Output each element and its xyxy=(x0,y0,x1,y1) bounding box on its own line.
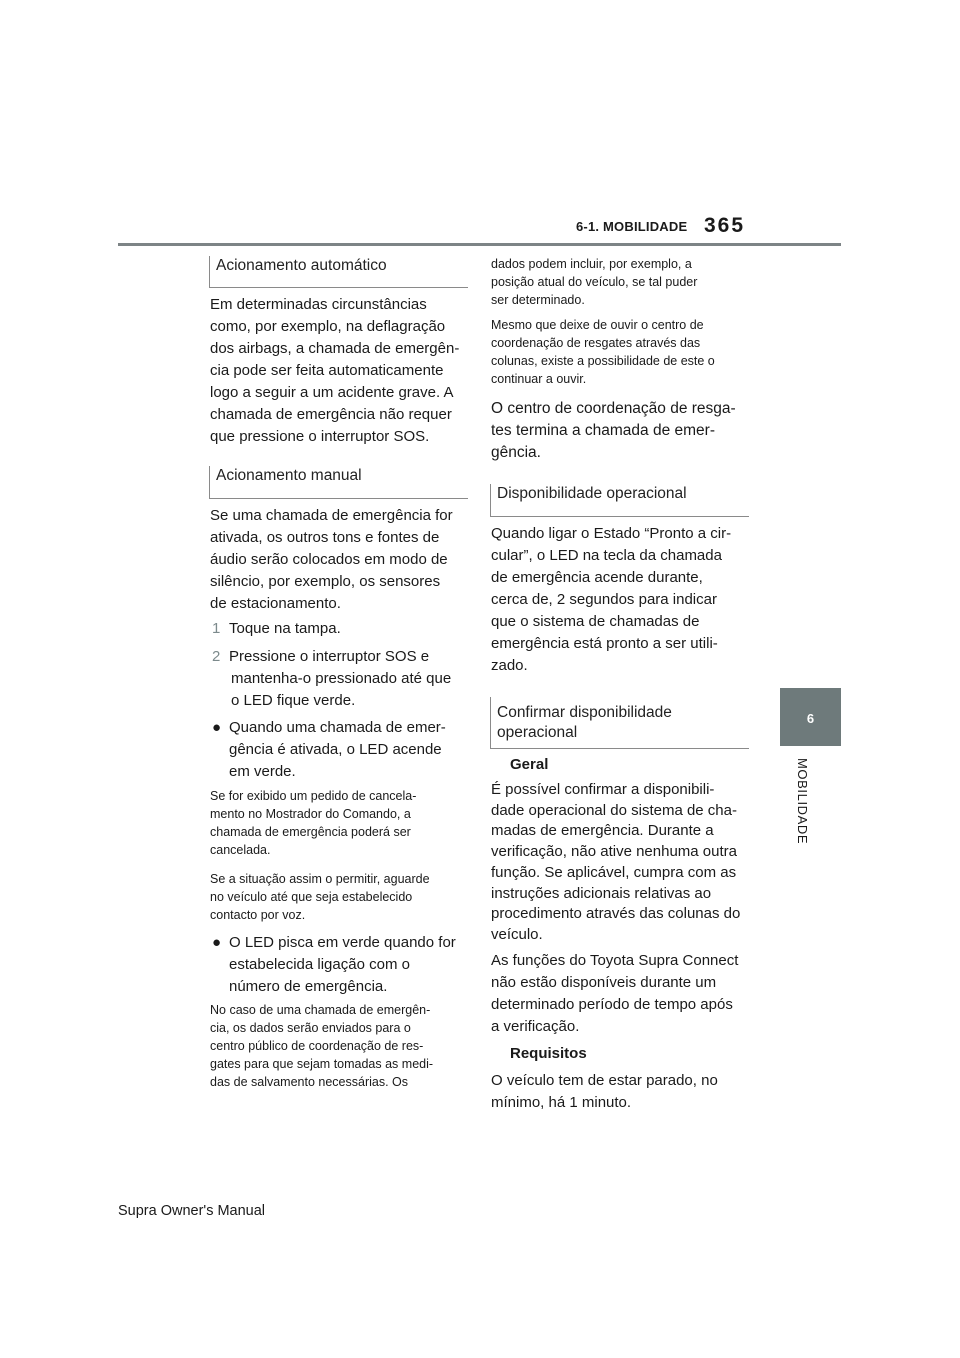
paragraph-general: É possível confirmar a disponibili- dade operacional do sistema de cha- madas de emergência. Durante a verificação, não ative nenhuma outra função. Se aplicável, cumpra com as instruções adicionais relativas ao procedimento através das colunas do veículo. xyxy=(491,781,741,943)
bullet-led-green: ● Quando uma chamada de emer- gência é ativada, o LED acende em verde. xyxy=(212,719,446,780)
subheading-general: Geral xyxy=(510,756,549,773)
heading-confirm: Confirmar disponibilidade operacional xyxy=(490,697,749,749)
bullet-icon: ● xyxy=(212,719,222,736)
subheading-requirements: Requisitos xyxy=(510,1045,587,1062)
heading-availability: Disponibilidade operacional xyxy=(490,484,749,517)
note-wait: Se a situação assim o permitir, aguarde no veículo até que seja estabelecido contacto por voz. xyxy=(210,872,430,922)
section-title: 6-1. MOBILIDADE xyxy=(576,219,688,234)
footer-manual-title: Supra Owner's Manual xyxy=(118,1203,266,1219)
heading-manual: Acionamento manual xyxy=(209,466,468,499)
chapter-label: MOBILIDADE xyxy=(795,758,810,845)
note-speakers: Mesmo que deixe de ouvir o centro de coordenação de resgates através das colunas, existe a possibilidade de este o continuar a ouvir. xyxy=(491,318,715,386)
step-1-number: 1 xyxy=(212,620,221,637)
step-1: 1 Toque na tampa. xyxy=(212,618,341,640)
header-rule xyxy=(118,243,841,246)
bullet-led-blink: ● O LED pisca em verde quando for estabelecida ligação com o número de emergência. xyxy=(212,934,456,995)
paragraph-availability: Quando ligar o Estado “Pronto a cir- cular”, o LED na tecla da chamada de emergência acende durante, cerca de, 2 segundos para indicar que o sistema de chamadas de emergência está pronto a ser utili- zado. xyxy=(491,525,732,674)
chapter-number: 6 xyxy=(806,711,815,726)
page-number: 365 xyxy=(704,214,746,237)
paragraph-requirements: O veículo tem de estar parado, no mínimo, há 1 minuto. xyxy=(491,1072,718,1111)
note-cancel: Se for exibido um pedido de cancela- mento no Mostrador do Comando, a chamada de emergência poderá ser cancelada. xyxy=(210,789,417,857)
paragraph-connect: As funções do Toyota Supra Connect não estão disponíveis durante um determinado período de tempo após a verificação. xyxy=(491,952,739,1035)
paragraph-automatic: Em determinadas circunstâncias como, por exemplo, na deflagração dos airbags, a chamada de emergên- cia pode ser feita automaticamente logo a seguir a um acidente grave. A chamada de emergência não requer que pressione o interruptor SOS. xyxy=(210,296,460,445)
note-data-cont: dados podem incluir, por exemplo, a posição atual do veículo, se tal puder ser determinado. xyxy=(491,257,698,307)
step-2: 2 Pressione o interruptor SOS e mantenha-o pressionado até que o LED fique verde. xyxy=(212,648,452,709)
paragraph-manual: Se uma chamada de emergência for ativada, os outros tons e fontes de áudio serão colocados em modo de silêncio, por exemplo, os sensores de estacionamento. xyxy=(210,507,453,612)
step-2-number: 2 xyxy=(212,648,221,665)
bullet-icon: ● xyxy=(212,934,222,951)
heading-automatic: Acionamento automático xyxy=(209,256,468,288)
paragraph-end-call: O centro de coordenação de resga- tes termina a chamada de emer- gência. xyxy=(491,400,736,461)
note-data: No caso de uma chamada de emergên- cia, os dados serão enviados para o centro público de coordenação de res- gates para que sejam tomadas as medi- das de salvamento necessárias. Os xyxy=(210,1003,434,1089)
